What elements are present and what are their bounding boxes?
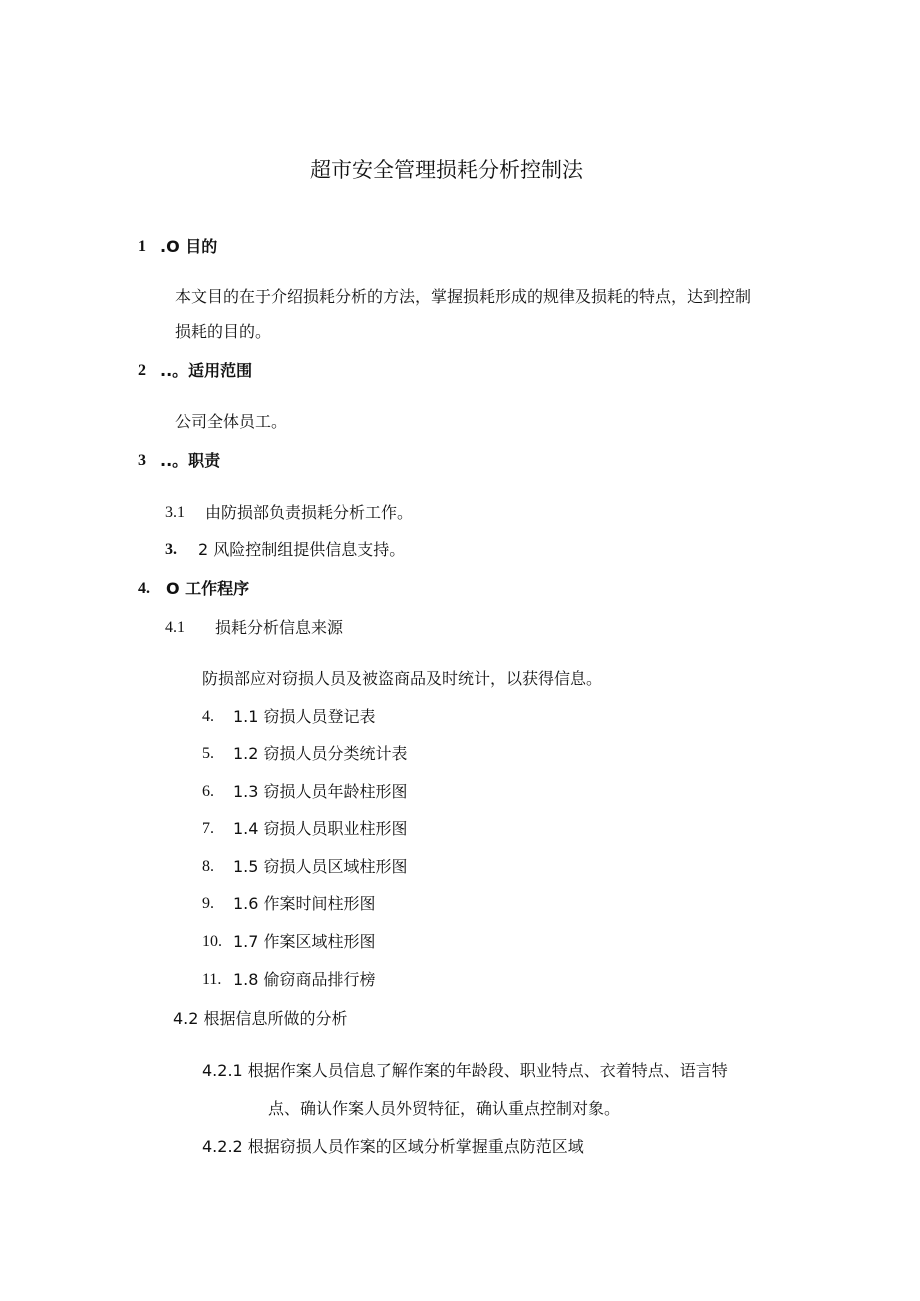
list-item-text: 1.4 窃损人员职业柱形图 — [233, 819, 408, 838]
section-3-heading: ..。职责 — [160, 451, 221, 470]
section-4-2-2: 4.2.2 根据窃损人员作案的区域分析掌握重点防范区域 — [202, 1137, 584, 1156]
section-3-item-1-number: 3.1 — [165, 504, 185, 521]
document-title: 超市安全管理损耗分析控制法 — [310, 158, 583, 182]
section-1-body-line2: 损耗的目的。 — [175, 322, 272, 341]
list-item-number: 10. — [202, 933, 222, 950]
list-item-number: 11. — [202, 971, 222, 988]
section-4-2-heading: 4.2 根据信息所做的分析 — [173, 1009, 348, 1028]
list-item-number: 7. — [202, 820, 214, 837]
section-2-body: 公司全体员工。 — [175, 412, 288, 431]
section-4-2-1-line1: 4.2.1 根据作案人员信息了解作案的年龄段、职业特点、衣着特点、语言特 — [202, 1061, 728, 1080]
list-item-text: 1.8 偷窃商品排行榜 — [233, 970, 376, 989]
section-4-1-number: 4.1 — [165, 619, 185, 636]
section-3-number: 3 — [138, 452, 146, 469]
list-item-text: 1.1 窃损人员登记表 — [233, 707, 376, 726]
section-3-item-1-text: 由防损部负责损耗分析工作。 — [205, 503, 414, 522]
section-3-item-2-text: 2 风险控制组提供信息支持。 — [198, 540, 406, 559]
section-2-number: 2 — [138, 362, 146, 379]
list-item-text: 1.5 窃损人员区域柱形图 — [233, 857, 408, 876]
section-1-heading: .O 目的 — [160, 237, 218, 256]
section-3-item-2-number: 3. — [165, 541, 177, 558]
list-item-text: 1.3 窃损人员年龄柱形图 — [233, 782, 408, 801]
section-4-heading: O 工作程序 — [166, 579, 250, 598]
section-4-2-1-line2: 点、确认作案人员外贸特征，确认重点控制对象。 — [268, 1099, 621, 1118]
section-1-body-line1: 本文目的在于介绍损耗分析的方法，掌握损耗形成的规律及损耗的特点，达到控制 — [175, 287, 752, 306]
list-item-number: 6. — [202, 783, 214, 800]
section-4-1-intro: 防损部应对窃损人员及被盗商品及时统计，以获得信息。 — [202, 669, 603, 688]
list-item-text: 1.2 窃损人员分类统计表 — [233, 744, 408, 763]
section-4-number: 4. — [138, 580, 150, 597]
section-1-number: 1 — [138, 238, 146, 255]
section-4-1-title: 损耗分析信息来源 — [215, 618, 344, 637]
list-item-text: 1.6 作案时间柱形图 — [233, 894, 376, 913]
list-item-text: 1.7 作案区域柱形图 — [233, 932, 376, 951]
list-item-number: 9. — [202, 895, 214, 912]
list-item-number: 4. — [202, 708, 214, 725]
section-2-heading: ..。适用范围 — [160, 361, 253, 380]
list-item-number: 5. — [202, 745, 214, 762]
list-item-number: 8. — [202, 858, 214, 875]
